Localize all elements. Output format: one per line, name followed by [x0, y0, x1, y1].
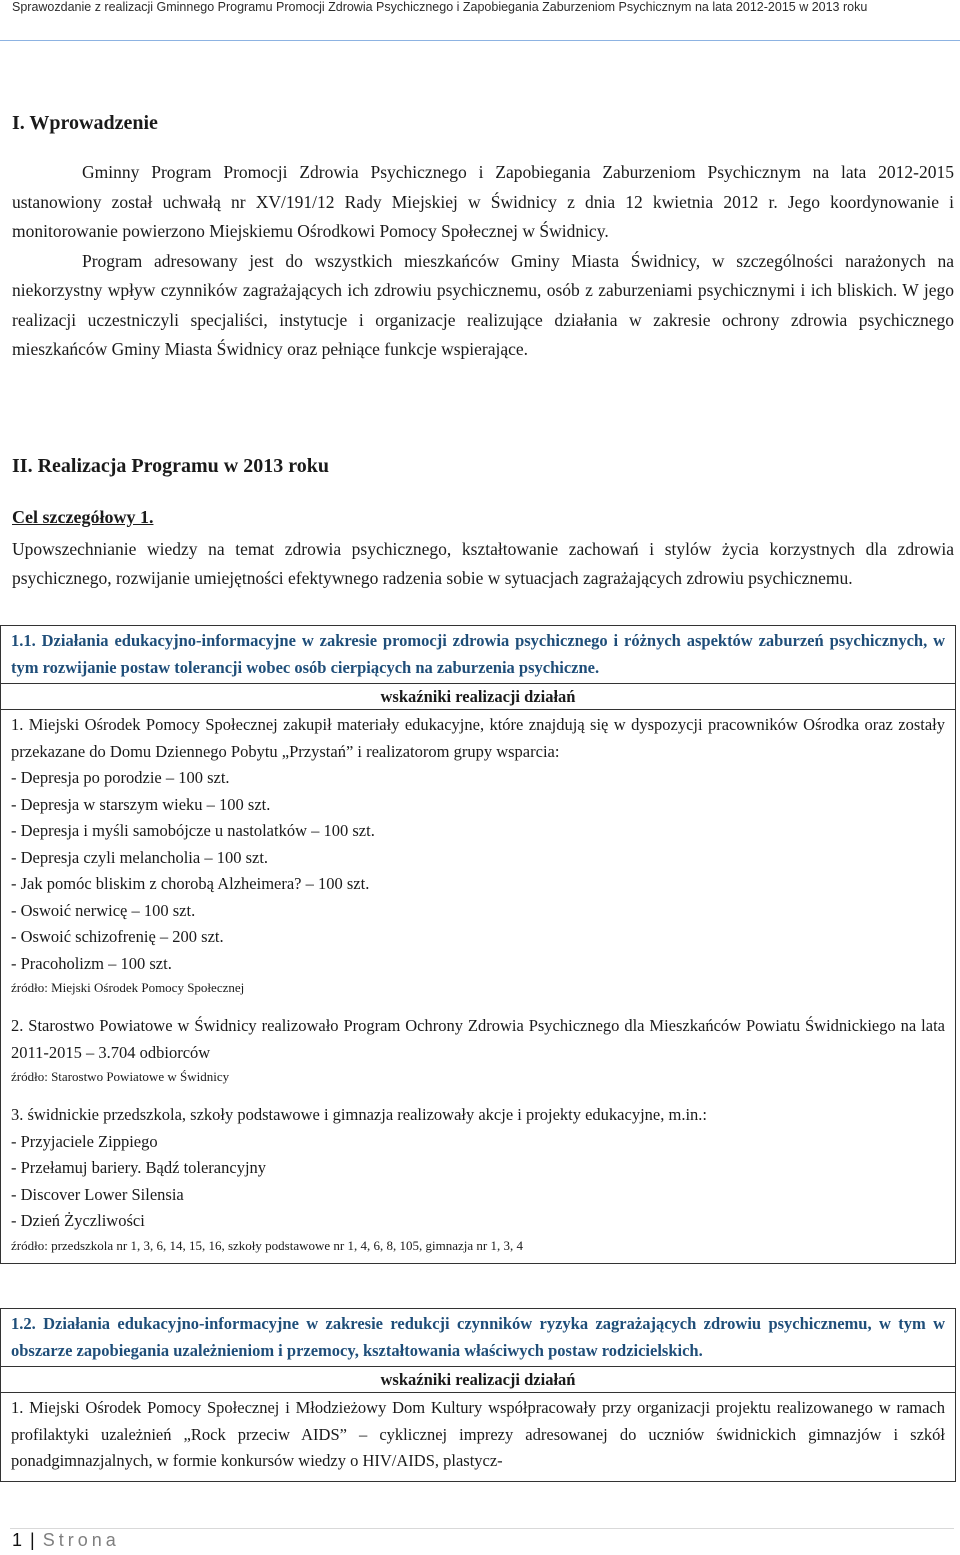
goal-label: Cel szczegółowy 1.: [12, 507, 154, 527]
item-1-intro: 1. Miejski Ośrodek Pomocy Społecznej zakupił materiały edukacyjne, które znajdują się w dyspozycji pracowników Ośrodka oraz zostały przekazane do Domu Dziennego Pobytu „Przystań” i realizatorom grupy wsparcia:: [11, 715, 945, 761]
list-item: - Depresja w starszym wieku – 100 szt.: [11, 794, 271, 814]
action-box-1-2: [0, 1308, 956, 1482]
item-2: 2. Starostwo Powiatowe w Świdnicy realizowało Program Ochrony Zdrowia Psychicznego dla Mieszkańców Powiatu Świdnickiego na lata 2011-2015 – 3.704 odbiorców: [11, 1016, 945, 1062]
box-1-1-number: 1.1.: [11, 631, 36, 650]
list-item: - Depresja czyli melancholia – 100 szt.: [11, 847, 269, 867]
footer-divider: [10, 1528, 954, 1529]
list-item: - Przełamuj bariery. Bądź tolerancyjny: [11, 1158, 267, 1177]
item-1: 1. Miejski Ośrodek Pomocy Społecznej i Młodzieżowy Dom Kultury współpracowały przy organizacji projektu realizowanego w ramach profilaktyki uzależnień „Rock przeciw AIDS” – cyklicznej imprezy adresowanej do uczniów świdnickich gimnazjów i szkół ponadgimnazjalnych, w formie konkursów wiedzy o HIV/AIDS, plastycz-: [11, 1398, 945, 1470]
header-title: Sprawozdanie z realizacji Gminnego Programu Promocji Zdrowia Psychicznego i Zapobiegania Zaburzeniom Psychicznym na lata 2012-2015 w 2013 roku: [12, 0, 868, 14]
list-item: - Dzień Życzliwości: [11, 1211, 145, 1230]
list-item: - Discover Lower Silensia: [11, 1184, 184, 1204]
action-box-1-1: [0, 625, 956, 1264]
list-item: - Przyjaciele Zippiego: [11, 1131, 158, 1151]
box-1-1-title: [1, 626, 955, 683]
intro-paragraph-1: Gminny Program Promocji Zdrowia Psychicznego i Zapobiegania Zaburzeniom Psychicznym na lata 2012-2015 ustanowiony został uchwałą nr XV/191/12 Rady Miejskiej w Świdnicy z dnia 12 kwietnia 2012 r. Jego koordynowanie i monitorowanie powierzono Miejskiemu Ośrodkowi Pomocy Społecznej w Świdnicy.: [12, 162, 954, 241]
page-label: Strona: [42, 1530, 120, 1550]
box-1-2-title: [1, 1309, 955, 1366]
list-item: - Depresja i myśli samobójcze u nastolatków – 100 szt.: [11, 821, 375, 840]
box-1-1-indicators-heading: wskaźniki realizacji działań: [1, 683, 955, 709]
box-1-2-number: 1.2.: [11, 1314, 36, 1333]
intro-paragraph-2: Program adresowany jest do wszystkich mieszkańców Gminy Miasta Świdnicy, w szczególności narażonych na niekorzystny wpływ czynników zagrażających ich zdrowiu psychicznemu, osób z zaburzeniami psychicznymi i ich bliskich. W jego realizacji uczestniczyli specjaliści, instytucje i organizacje realizujące działania w zakresie ochrony zdrowia psychicznego mieszkańców Gminy Miasta Świdnicy oraz pełniące funkcje wspierające.: [12, 250, 954, 359]
list-item: - Jak pomóc bliskim z chorobą Alzheimera? – 100 szt.: [11, 874, 370, 893]
box-1-1-body: [1, 709, 955, 1263]
box-1-2-indicators-heading: wskaźniki realizacji działań: [1, 1366, 955, 1392]
page-header: [0, 0, 960, 41]
list-item: - Depresja po porodzie – 100 szt.: [11, 768, 230, 787]
box-1-2-title-text: Działania edukacyjno-informacyjne w zakresie redukcji czynników ryzyka zagrażających zdrowiu psychicznemu, w tym w obszarze zapobiegania uzależnieniom i przemocy, kształtowania właściwych postaw rodzicielskich.: [11, 1314, 946, 1360]
list-item: - Pracoholizm – 100 szt.: [11, 953, 172, 973]
introduction-text: [12, 158, 954, 365]
page-footer: [12, 1530, 120, 1551]
section-title-introduction: I. Wprowadzenie: [12, 112, 158, 134]
list-item: - Oswoić schizofrenię – 200 szt.: [11, 927, 224, 946]
source-note: źródło: Starostwo Powiatowe w Świdnicy: [11, 1069, 230, 1084]
box-1-2-body: [1, 1392, 955, 1481]
page-number: 1: [12, 1530, 23, 1550]
source-note: źródło: Miejski Ośrodek Pomocy Społecznej: [11, 980, 245, 995]
item-3-intro: 3. świdnickie przedszkola, szkoły podstawowe i gimnazja realizowały akcje i projekty edukacyjne, m.in.:: [11, 1105, 707, 1124]
source-note: źródło: przedszkola nr 1, 3, 6, 14, 15, 16, szkoły podstawowe nr 1, 4, 6, 8, 105, gimnazja nr 1, 3, 4: [11, 1237, 523, 1253]
box-1-1-title-text: Działania edukacyjno-informacyjne w zakresie promocji zdrowia psychicznego i różnych aspektów zaburzeń psychicznych, w tym rozwijanie postaw tolerancji wobec osób cierpiących na zaburzenia psychiczne.: [11, 631, 946, 677]
list-item: - Oswoić nerwicę – 100 szt.: [11, 900, 196, 920]
section-title-realization: II. Realizacja Programu w 2013 roku: [12, 455, 330, 477]
goal-text: Upowszechnianie wiedzy na temat zdrowia psychicznego, kształtowanie zachowań i stylów życia korzystnych dla zdrowia psychicznego, rozwijanie umiejętności efektywnego radzenia sobie w sytuacjach zagrażających zdrowiu psychicznemu.: [12, 539, 954, 588]
footer-separator: |: [30, 1530, 35, 1550]
